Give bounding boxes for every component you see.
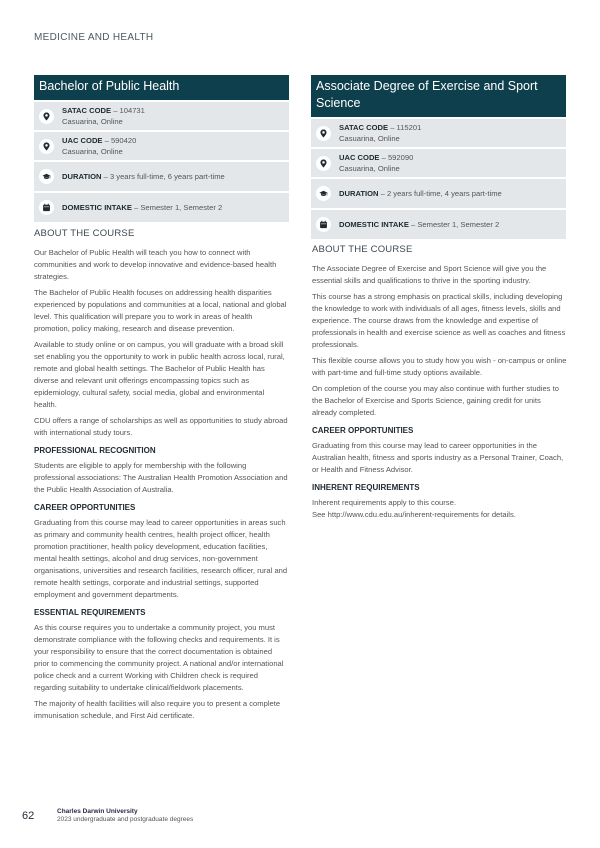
essential-requirements-text: The majority of health facilities will also require you to present a complete immunisation schedule, and First Aid certificate. <box>34 699 281 720</box>
course-card-exercise-sport <box>311 75 566 239</box>
course-body-public-health <box>34 228 289 726</box>
info-row-intake <box>311 210 566 239</box>
location-pin-icon <box>39 109 54 124</box>
info-value: – 2 years full-time, 4 years part-time <box>378 189 502 198</box>
course-title: Bachelor of Public Health <box>34 75 289 100</box>
info-value: – 115201 <box>388 123 422 132</box>
about-paragraph: On completion of the course you may also continue with further studies to the Bachelor of Exercise and Sports Science, gaining credit for units already completed. <box>312 384 559 417</box>
page-number: 62 <box>22 810 35 822</box>
about-paragraph: The Bachelor of Public Health focuses on addressing health disparities experienced by populations and communities at a local, national and global level. This qualification will prepare you to work in areas of health promotion, policy making, research and disease prevention. <box>34 288 287 333</box>
info-key: DURATION <box>62 172 102 181</box>
course-body-exercise-sport <box>312 244 567 525</box>
location-pin-icon <box>316 156 331 171</box>
info-sub: Casuarina, Online <box>339 134 400 143</box>
course-title: Associate Degree of Exercise and Sport Science <box>311 75 566 117</box>
info-sub: Casuarina, Online <box>62 147 123 156</box>
info-row-uac <box>311 149 566 177</box>
about-paragraph: This course has a strong emphasis on practical skills, including developing the knowledge to work with individuals of all ages, fitness levels, skills and experience. The course draws from the knowledge and expertise of professionals in health and exercise science as well as coaches and fitness professionals. <box>312 292 566 349</box>
section-label: MEDICINE AND HEALTH <box>34 32 154 43</box>
info-sub: Casuarina, Online <box>62 117 123 126</box>
footer-subtitle: 2023 undergraduate and postgraduate degrees <box>57 816 194 823</box>
page-footer <box>22 808 193 824</box>
info-key: DURATION <box>339 189 379 198</box>
career-opportunities-heading: CAREER OPPORTUNITIES <box>312 426 414 435</box>
inherent-requirements-text: Inherent requirements apply to this course. <box>312 498 456 507</box>
footer-university: Charles Darwin University <box>57 808 138 815</box>
info-value: – 590420 <box>102 136 137 145</box>
essential-requirements-heading: ESSENTIAL REQUIREMENTS <box>34 608 146 617</box>
career-opportunities-text: Graduating from this course may lead to career opportunities in the Australian health, fitness and sports industry as a Personal Trainer, Coach, or Health and Fitness Advisor. <box>312 441 564 474</box>
course-card-public-health <box>34 75 289 222</box>
inherent-requirements-heading: INHERENT REQUIREMENTS <box>312 483 420 492</box>
info-key: SATAC CODE <box>339 123 389 132</box>
location-pin-icon <box>39 139 54 154</box>
inherent-requirements-link-text: See http://www.cdu.edu.au/inherent-requirements for details. <box>312 510 516 519</box>
info-key: DOMESTIC INTAKE <box>339 220 409 229</box>
info-sub: Casuarina, Online <box>339 164 400 173</box>
info-value: – Semester 1, Semester 2 <box>131 203 223 212</box>
info-value: – 592090 <box>379 153 414 162</box>
info-key: DOMESTIC INTAKE <box>62 203 132 212</box>
professional-recognition-text: Students are eligible to apply for membership with the following professional associations: The Australian Health Promotion Association and the Public Health Association of Australia. <box>34 461 288 494</box>
info-row-satac <box>311 119 566 147</box>
professional-recognition-heading: PROFESSIONAL RECOGNITION <box>34 446 156 455</box>
info-row-uac <box>34 132 289 160</box>
calendar-icon <box>316 217 331 232</box>
location-pin-icon <box>316 126 331 141</box>
about-paragraph: This flexible course allows you to study how you wish - on-campus or online with part-time and full-time study options available. <box>312 356 567 377</box>
career-opportunities-text: Graduating from this course may lead to career opportunities in areas such as primary and community health centres, health project officer, health promotion practitioner, health policy development, education facilities, mental health settings, alcohol and drug services, non-government organisations, universities and research facilities, research officer, rural and remote health settings, corporate and industrial settings, supported employment and government departments. <box>34 518 288 599</box>
about-heading: ABOUT THE COURSE <box>312 244 413 255</box>
info-value: – 104731 <box>111 106 145 115</box>
graduation-cap-icon <box>316 186 331 201</box>
info-row-duration <box>311 179 566 208</box>
about-paragraph: CDU offers a range of scholarships as well as opportunities to study abroad with international study tours. <box>34 416 288 437</box>
info-row-satac <box>34 102 289 130</box>
calendar-icon <box>39 200 54 215</box>
info-row-duration <box>34 162 289 191</box>
career-opportunities-heading: CAREER OPPORTUNITIES <box>34 503 136 512</box>
about-paragraph: Available to study online or on campus, you will graduate with a broad skill set enabling you the opportunity to work in public health across local, rural, remote and global health settings. The Bachelor of Public Health has diverse and relevant unit offerings encompassing topics such as epidemiology, cultural safety, social media, global and environmental health. <box>34 340 285 409</box>
info-value: – 3 years full-time, 6 years part-time <box>101 172 225 181</box>
info-key: UAC CODE <box>62 136 103 145</box>
info-key: SATAC CODE <box>62 106 112 115</box>
essential-requirements-text: As this course requires you to undertake a community project, you must demonstrate compliance with the following checks and requirements. It is your responsibility to ensure that the correct documentation is obtained prior to commencing the community project. A national and/or international police check and a current Working with Children check is required regarding suitability to undertake clinical/fieldwork placements. <box>34 623 284 692</box>
info-value: – Semester 1, Semester 2 <box>408 220 500 229</box>
info-row-intake <box>34 193 289 222</box>
info-key: UAC CODE <box>339 153 380 162</box>
about-paragraph: The Associate Degree of Exercise and Sport Science will give you the essential skills and qualifications to thrive in the sporting industry. <box>312 264 547 285</box>
graduation-cap-icon <box>39 169 54 184</box>
about-paragraph: Our Bachelor of Public Health will teach you how to connect with communities and work to develop innovative and evidence-based health strategies. <box>34 248 277 281</box>
about-heading: ABOUT THE COURSE <box>34 228 135 239</box>
